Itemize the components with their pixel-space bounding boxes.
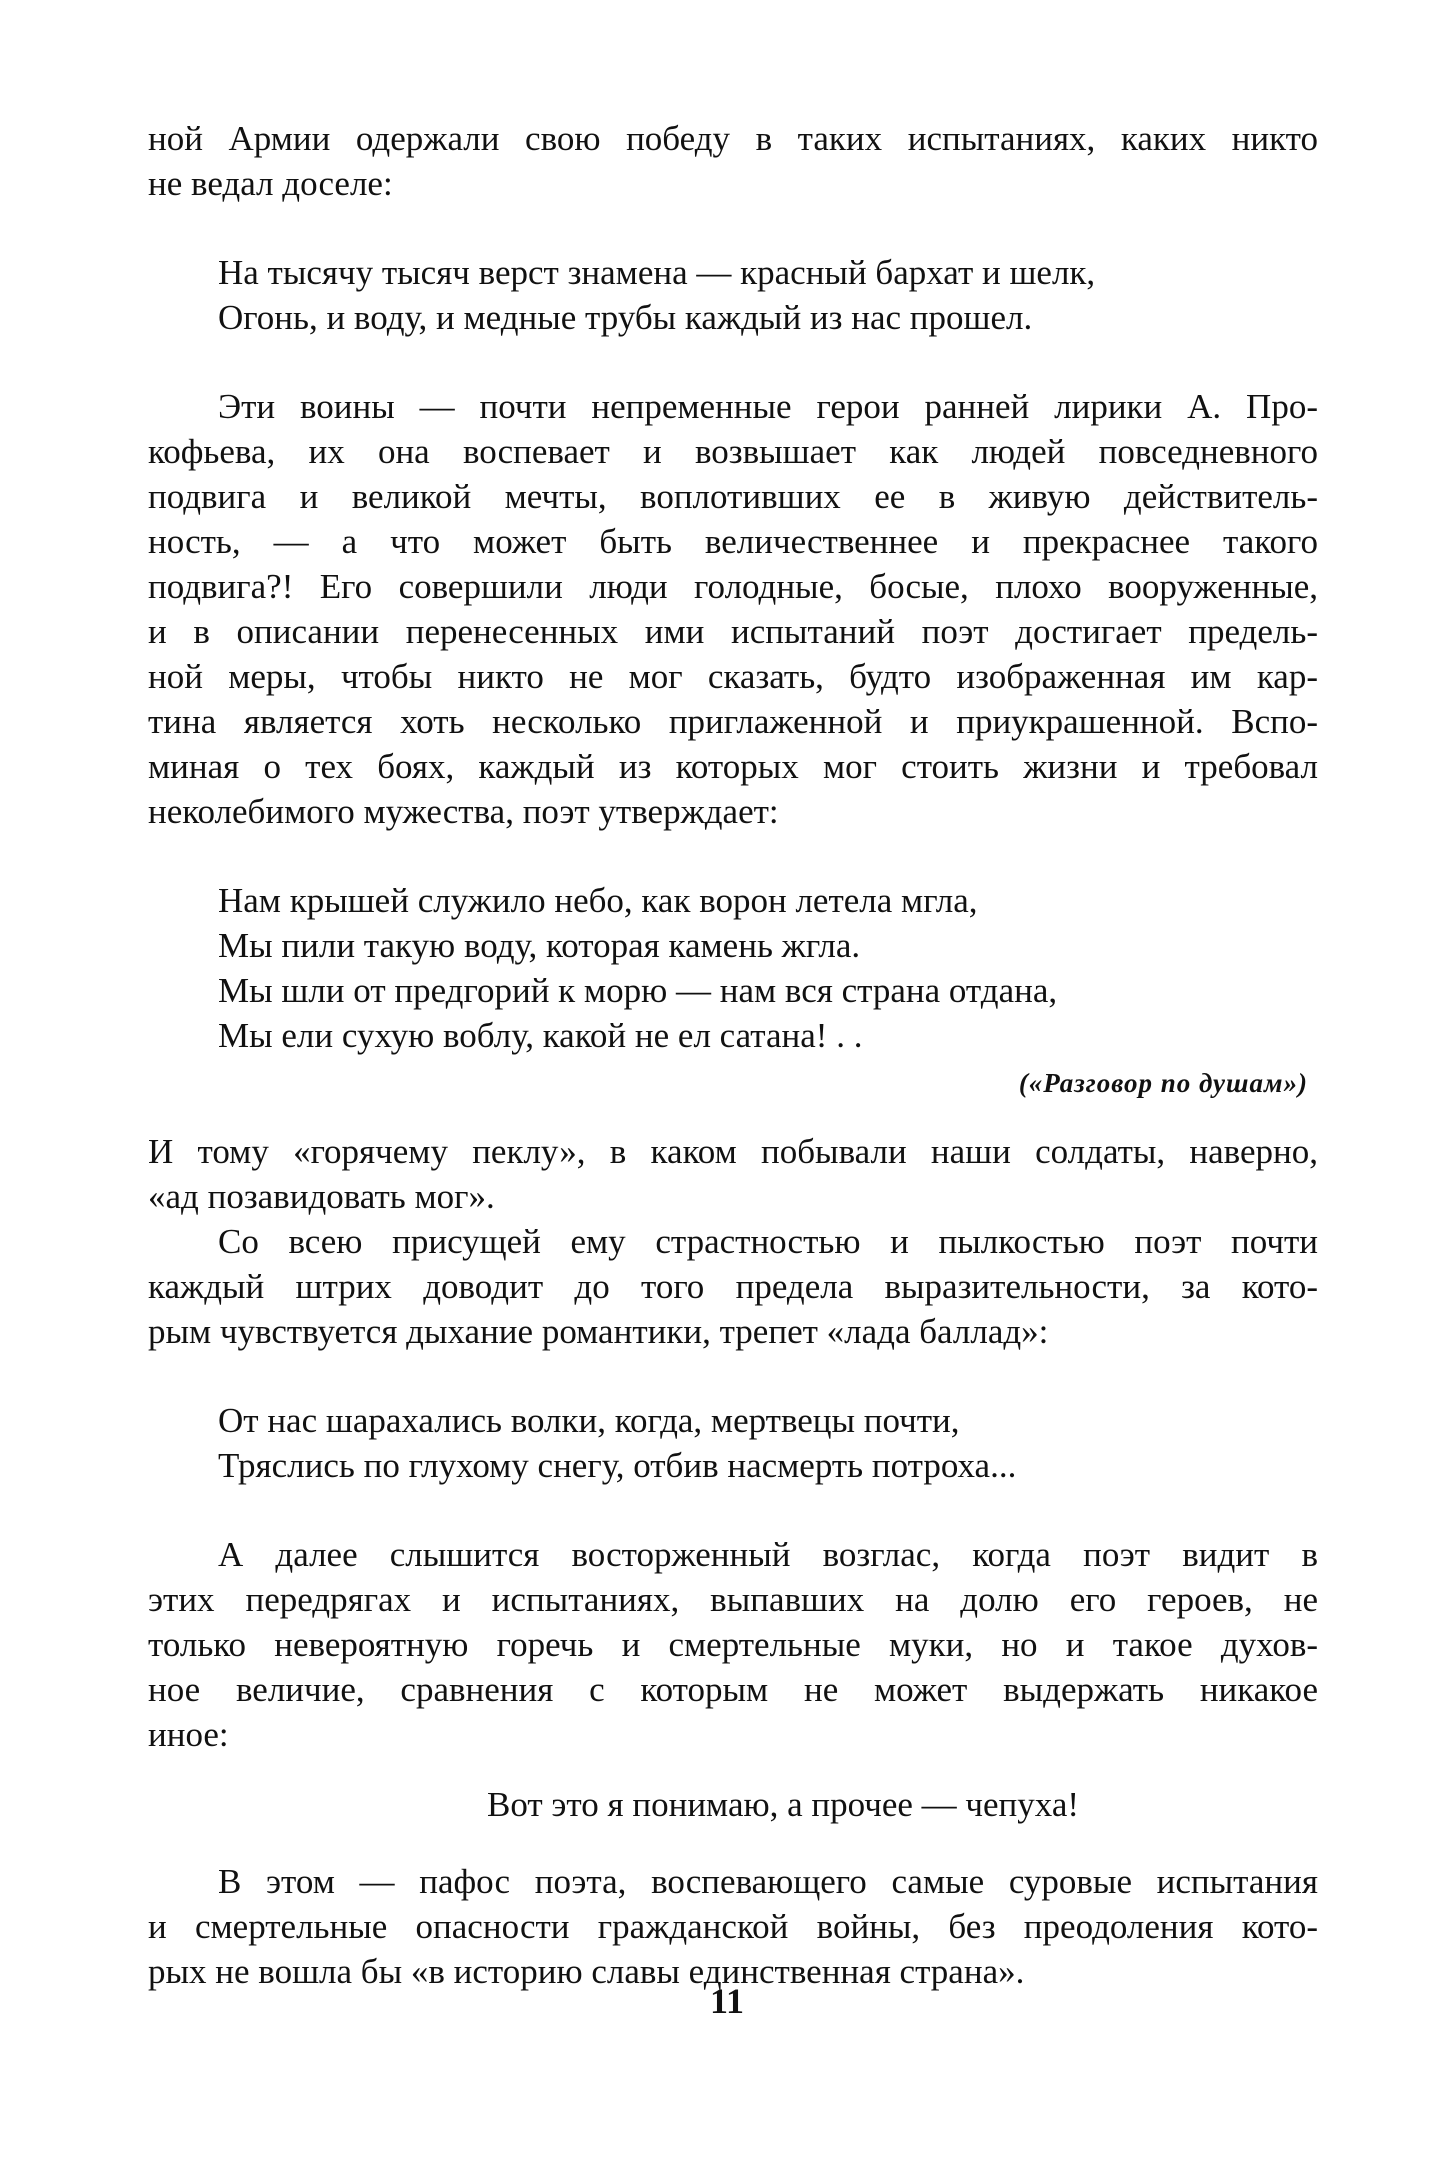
text-line: только невероятную горечь и смертельные муки, но и такое духов- bbox=[148, 1625, 1318, 1664]
verse-attribution: («Разговор по душам») bbox=[1018, 1068, 1308, 1098]
text-line: каждый штрих доводит до того предела выразительности, за кото- bbox=[148, 1267, 1318, 1306]
text-line: неколебимого мужества, поэт утверждает: bbox=[148, 792, 779, 831]
paragraph-5 bbox=[148, 1532, 1318, 1757]
verse-line: На тысячу тысяч верст знамена — красный бархат и шелк, bbox=[218, 253, 1096, 292]
text-line: Со всею присущей ему страстностью и пылкостью поэт почти bbox=[218, 1222, 1318, 1261]
verse-line: Тряслись по глухому снегу, отбив насмерть потроха... bbox=[218, 1446, 1017, 1485]
centered-verse-line: Вот это я понимаю, а прочее — чепуха! bbox=[486, 1785, 1080, 1824]
verse-line: Нам крышей служило небо, как ворон летела мгла, bbox=[218, 881, 978, 920]
text-line: А далее слышится восторженный возглас, когда поэт видит в bbox=[218, 1535, 1318, 1574]
text-line: ной меры, чтобы никто не мог сказать, будто изображенная им кар- bbox=[148, 657, 1318, 696]
verse-2 bbox=[148, 878, 1318, 1058]
text-line: рым чувствуется дыхание романтики, трепет «лада баллад»: bbox=[148, 1312, 1049, 1351]
text-line: И тому «горячему пеклу», в каком побывали наши солдаты, наверно, bbox=[148, 1132, 1318, 1171]
text-line: Эти воины — почти непременные герои ранней лирики А. Про- bbox=[218, 387, 1318, 426]
verse-line: От нас шарахались волки, когда, мертвецы почти, bbox=[218, 1401, 960, 1440]
text-line: кофьева, их она воспевает и возвышает как людей повседневного bbox=[148, 432, 1318, 471]
text-line: В этом — пафос поэта, воспевающего самые суровые испытания bbox=[218, 1862, 1318, 1901]
text-line: этих передрягах и испытаниях, выпавших на долю его героев, не bbox=[148, 1580, 1318, 1619]
text-line: тина является хоть несколько приглаженной и приукрашенной. Вспо- bbox=[148, 702, 1318, 741]
verse-3 bbox=[148, 1398, 1318, 1488]
text-line: и смертельные опасности гражданской войны, без преодоления кото- bbox=[148, 1907, 1318, 1946]
text-line: подвига и великой мечты, воплотивших ее в живую действитель- bbox=[148, 477, 1318, 516]
text-line: ное величие, сравнения с которым не может выдержать никакое bbox=[148, 1670, 1318, 1709]
text-line: ной Армии одержали свою победу в таких испытаниях, каких никто bbox=[148, 119, 1318, 158]
text-line: рых не вошла бы «в историю славы единственная страна». bbox=[148, 1952, 1025, 1991]
paragraph-3 bbox=[148, 1129, 1318, 1219]
text-line: иное: bbox=[148, 1715, 229, 1754]
verse-line: Огонь, и воду, и медные трубы каждый из нас прошел. bbox=[218, 298, 1033, 337]
verse-1 bbox=[148, 250, 1318, 340]
paragraph-1 bbox=[148, 116, 1318, 206]
paragraph-4 bbox=[148, 1219, 1318, 1354]
page-number: 11 bbox=[709, 1981, 744, 2021]
text-line: и в описании перенесенных ими испытаний поэт достигает предель- bbox=[148, 612, 1318, 651]
verse-line: Мы пили такую воду, которая камень жгла. bbox=[218, 926, 861, 965]
paragraph-6 bbox=[148, 1859, 1318, 1994]
page-body bbox=[148, 116, 1318, 1994]
text-line: миная о тех боях, каждый из которых мог стоить жизни и требовал bbox=[148, 747, 1318, 786]
text-line: подвига?! Его совершили люди голодные, босые, плохо вооруженные, bbox=[148, 567, 1318, 606]
verse-line: Мы шли от предгорий к морю — нам вся страна отдана, bbox=[218, 971, 1058, 1010]
paragraph-2 bbox=[148, 384, 1318, 834]
text-line: не ведал доселе: bbox=[148, 164, 393, 203]
verse-line: Мы ели сухую воблу, какой не ел сатана! . . bbox=[218, 1016, 863, 1055]
text-line: «ад позавидовать мог». bbox=[148, 1177, 495, 1216]
text-line: ность, — а что может быть величественнее и прекраснее такого bbox=[148, 522, 1318, 561]
